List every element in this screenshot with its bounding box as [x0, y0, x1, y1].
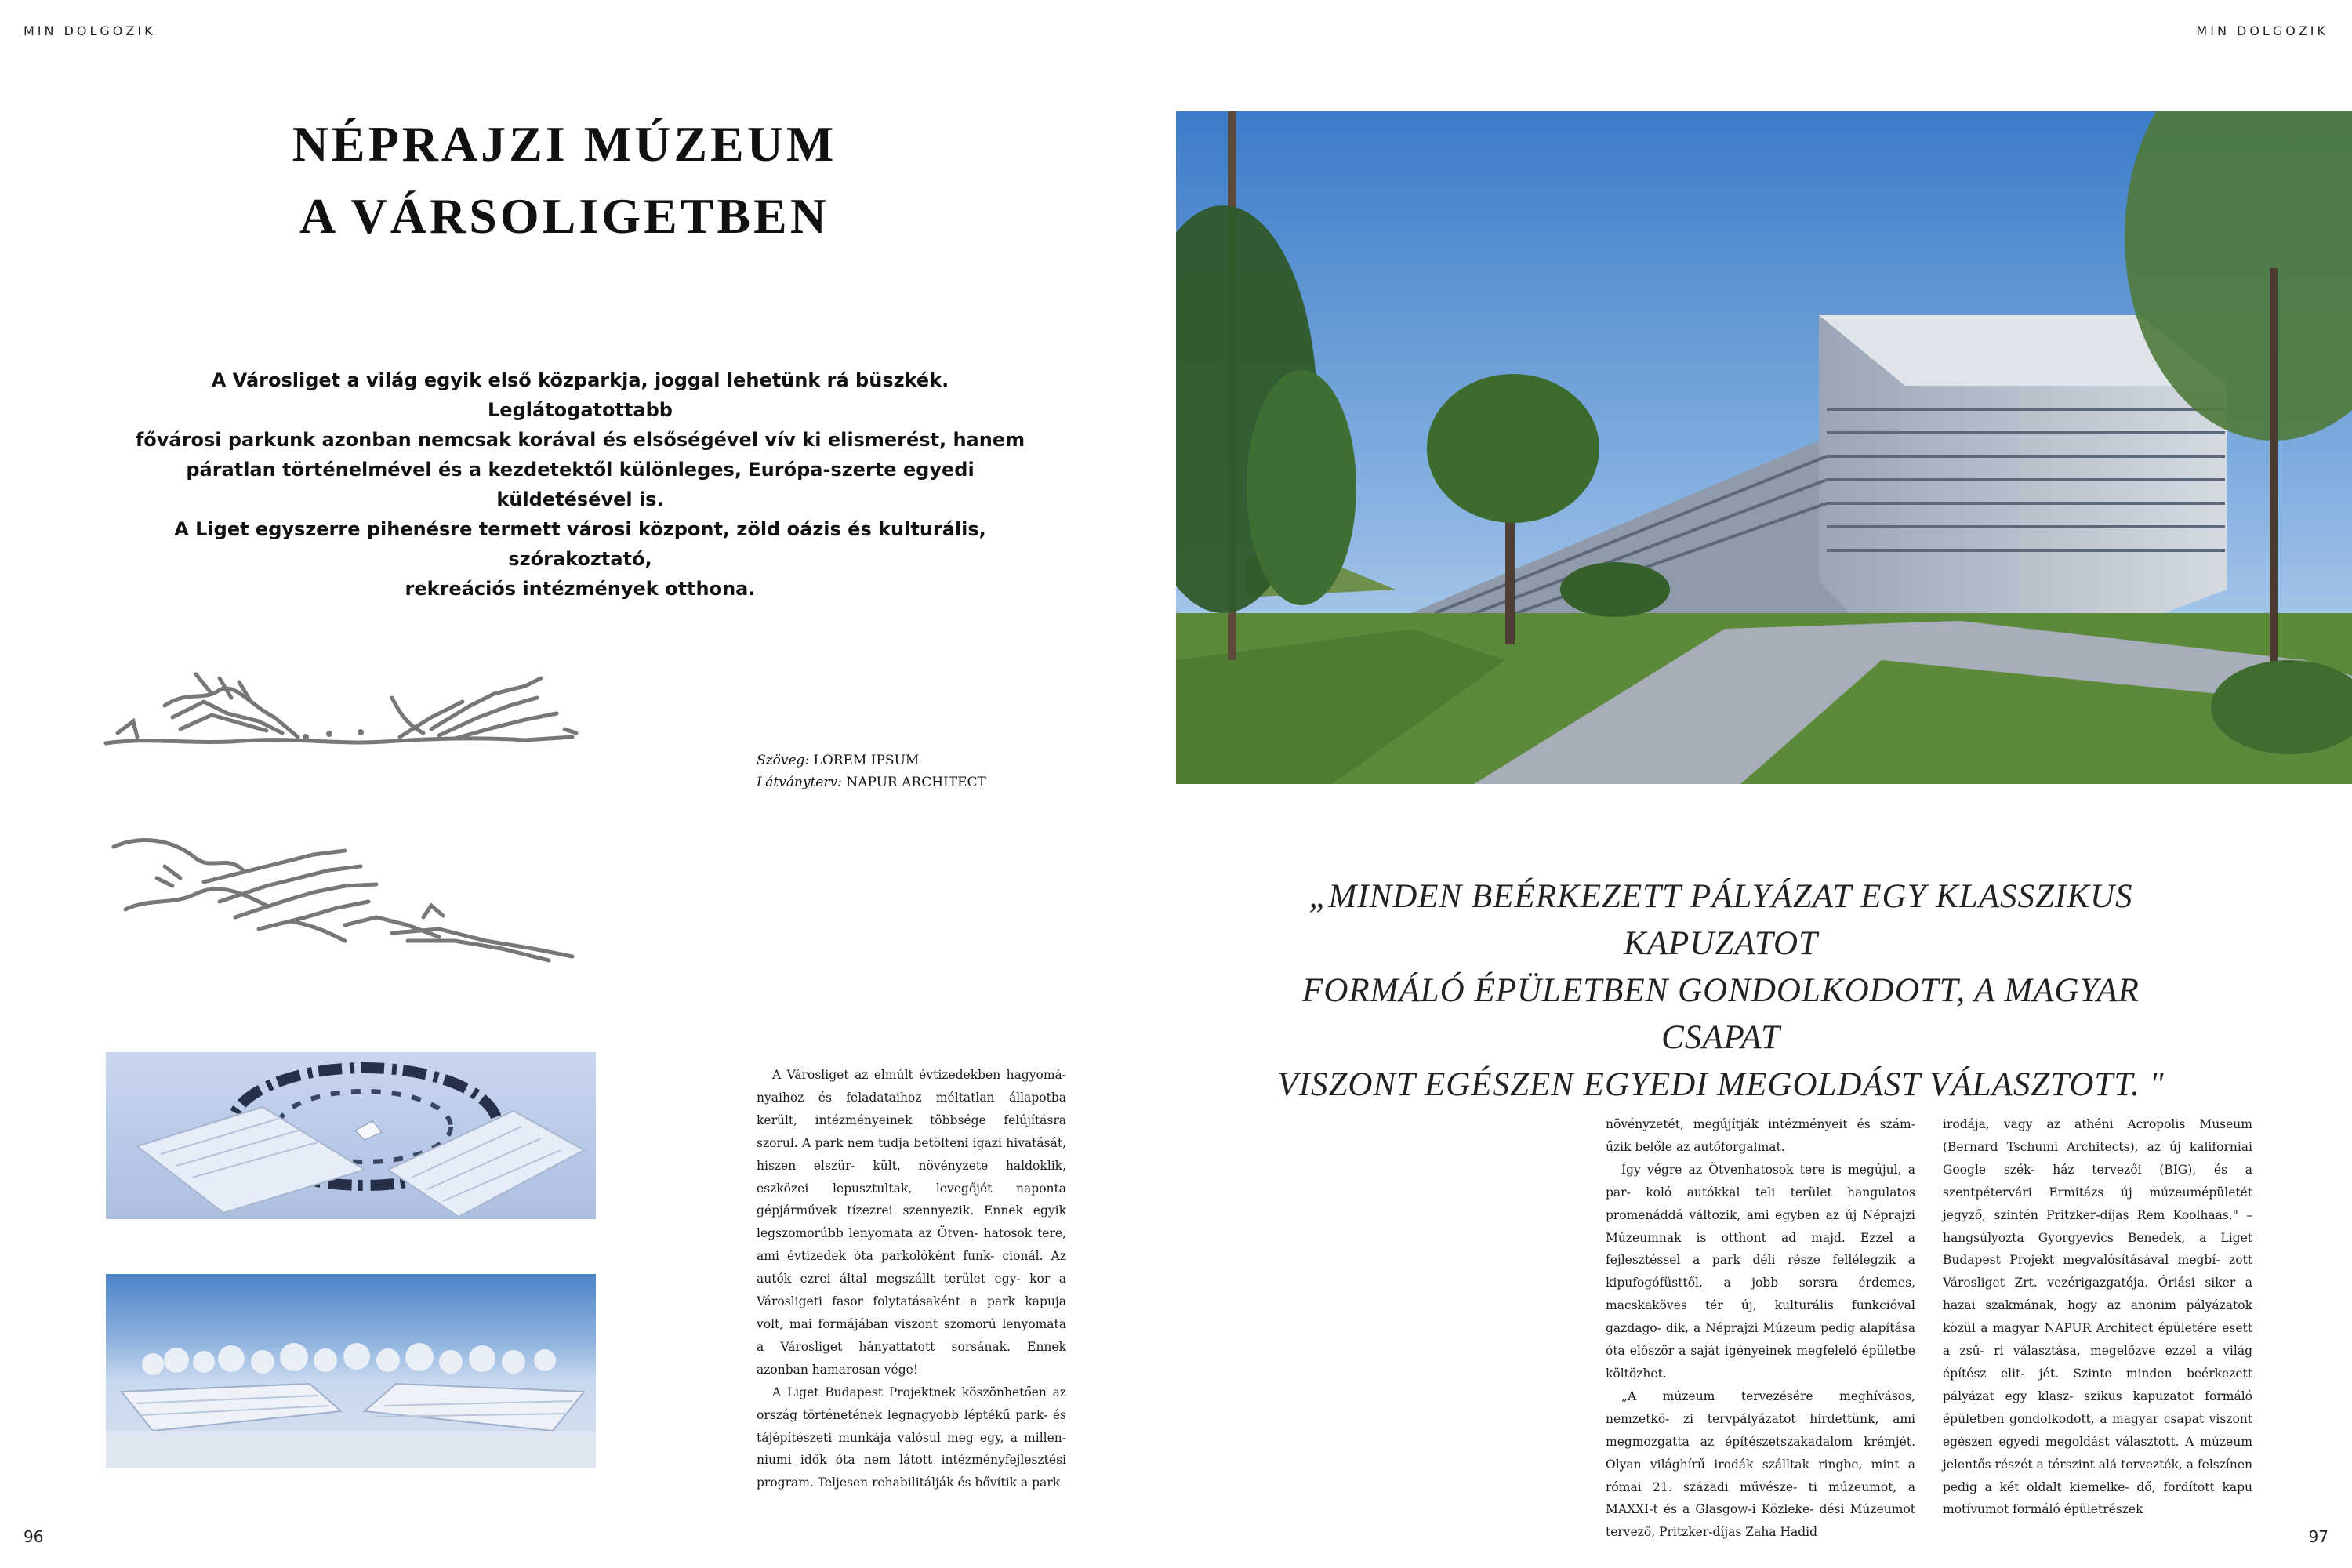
lead-line: fővárosi parkunk azonban nemcsak korával és elsőségével vív ki elismerést, hanem [135, 429, 1025, 451]
paragraph: „A múzeum tervezésére meghívásos, nemzetkö- zi tervpályázatot hirdettünk, ami megmozgatta az építészetszakadalom krémjét. Olyan világhírű irodák szálltak ringbe, mint a római 21. századi művésze- ti múzeumot, a MAXXI-t és a Glasgow-i Közleke- dési Múzeumot tervező, Pritzker-díjas Zaha Hadid [1606, 1388, 1915, 1540]
article-title [180, 108, 949, 252]
body-column-1 [757, 1064, 1066, 1494]
credit-text-value: LOREM IPSUM [813, 753, 920, 768]
building-sketch-bottom [110, 823, 580, 972]
paragraph: Így végre az Ötvenhatosok tere is megújul, a par- koló autókkal teli terület hangulatos promenáddá változik, ami egyben az új Néprajzi Múzeumnak is otthont ad majd. Ezzel a fejlesztéssel a park déli része fellélegzik a kipufogófüsttől, a jobb sorsra érdemes, macskaköves tér új, kulturális funkcióval gazdago- dik, a Néprajzi Múzeum pedig alapítása óta először a saját igényeinek megfelelő épületbe költözhet. [1606, 1162, 1915, 1381]
render-aerial-bottom [106, 1274, 596, 1468]
running-head-left: MIN DOLGOZIK [24, 24, 156, 38]
body-column-3 [1943, 1113, 2252, 1521]
credit-text [757, 750, 986, 771]
title-line-1: NÉPRAJZI MÚZEUM [292, 116, 837, 172]
credit-render [757, 771, 986, 793]
lead-line: rekreációs intézmények otthona. [405, 578, 756, 600]
credit-render-label: Látványterv: [757, 775, 842, 790]
title-line-2: A VÁRSOLIGETBEN [299, 188, 829, 244]
building-sketch-top [102, 659, 588, 760]
credit-text-label: Szöveg: [757, 753, 810, 768]
paragraph: A Városliget az elmúlt évtizedekben hagyomá- nyaihoz és feladataihoz méltatlan állapotba került, intézményeinek többsége felújításra szorul. A park nem tudja betölteni igazi hivatását, hiszen elszür- kült, növényzete haldoklik, eszközei lepusztultak, levegőjét naponta gépjárművek tízezrei szennyezik. Ennek egyik legszomorúbb lenyomata az Ötven- hatosok tere, ami évtizedek óta parkolóként funk- cionál. Az autók ezrei által megszállt terület egy- kor a Városligeti fasor folytatásaként a park kapuja volt, mai formájában viszont szomorú lenyomata a Városliget hányattatott sorsának. Ennek azonban hamarosan vége! [757, 1068, 1066, 1377]
quote-line: „MINDEN BEÉRKEZETT PÁLYÁZAT EGY KLASSZIKUS KAPUZATOT [1308, 878, 2133, 962]
paragraph: A Liget Budapest Projektnek köszönhetően az ország történetének legnagyobb léptékű park- és tájépítészeti munkája valósul meg egy, a millen- niumi idők óta nem látott intézményfejlesztési program. Teljesen rehabilitálják és bővítik a park [757, 1385, 1066, 1490]
lead-paragraph [118, 365, 1043, 604]
lead-line: A Városliget a világ egyik első közparkja, joggal lehetünk rá büszkék. Leglátogatottabb [211, 369, 949, 421]
page-number-left: 96 [24, 1527, 44, 1546]
paragraph: növényzetét, megújítják intézményeit és szám- űzik belőle az autóforgalmat. [1606, 1117, 1915, 1154]
body-column-2 [1606, 1113, 1915, 1544]
pull-quote [1254, 873, 2187, 1109]
page-number-right: 97 [2308, 1527, 2328, 1546]
quote-line: FORMÁLÓ ÉPÜLETBEN GONDOLKODOTT, A MAGYAR CSAPAT [1302, 972, 2140, 1056]
credit-render-value: NAPUR ARCHITECT [846, 775, 986, 790]
render-aerial-top [106, 1052, 596, 1219]
quote-line: VISZONT EGÉSZEN EGYEDI MEGOLDÁST VÁLASZTOTT. " [1277, 1066, 2165, 1103]
paragraph: irodája, vagy az athéni Acropolis Museum (Bernard Tschumi Architects), az új kaliforniai Google szék- ház tervezői (BIG), és a szentpétervári Ermitázs új múzeumépületét jegyző, szintén Pritzker-díjas Rem Koolhaas." – hangsúlyozta Gyorgyevics Benedek, a Liget Budapest Projekt megvalósításával megbí- zott Városliget Zrt. vezérigazgatója. Óriási siker a hazai szakmának, hogy az anonim pályázatok közül a magyar NAPUR Architect épületére esett a zsű- ri választása, megelőzve ezzel a világ építész elit- jét. Szinte minden beérkezett pályázat egy klasz- szikus kapuzatot formáló épületben gondolkodott, a magyar csapat viszont egészen egyedi megoldást választott. A múzeum jelentős részét a térszint alá tervezték, a felszínen pedig a két oldalt kiemelke- dő, fordított kapu motívumot formáló épületrészek [1943, 1117, 2252, 1517]
lead-line: páratlan történelmével és a kezdetektől különleges, Európa-szerte egyedi küldetésével is. [186, 459, 975, 510]
credits [757, 750, 986, 793]
running-head-right: MIN DOLGOZIK [2196, 24, 2328, 38]
museum-hero-photo [1176, 111, 2352, 784]
lead-line: A Liget egyszerre pihenésre termett városi központ, zöld oázis és kulturális, szórakoztató, [174, 518, 986, 570]
